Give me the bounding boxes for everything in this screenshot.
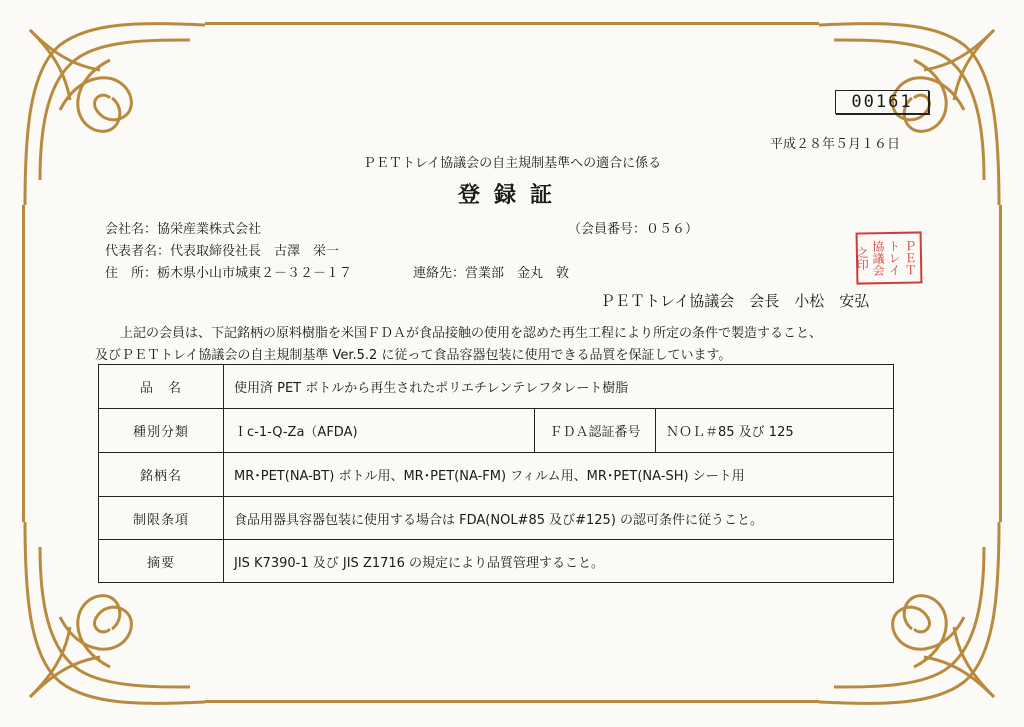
table-row-product — [99, 365, 894, 409]
brand-label: 銘柄名 — [99, 453, 224, 497]
table-row-category — [99, 409, 894, 453]
category-value: Ｉc-1-Q-Za（AFDA) — [224, 409, 535, 453]
certificate-table — [98, 364, 894, 583]
summary-value: JIS K7390-1 及び JIS Z1716 の規定により品質管理すること。 — [224, 540, 894, 583]
restriction-label: 制限条項 — [99, 497, 224, 540]
issue-date: 平成２８年５月１６日 — [770, 137, 901, 152]
border-left — [22, 205, 25, 522]
fda-number-value: ＮＯＬ＃85 及び 125 — [656, 409, 894, 453]
border-right — [999, 205, 1002, 522]
table-row-brand — [99, 453, 894, 497]
body-line-1: 上記の会員は、下記銘柄の原料樹脂を米国ＦＤＡが食品接触の使用を認めた再生工程により所定の条件で製造すること、 — [120, 326, 823, 341]
company-name: 会社名：協栄産業株式会社 — [105, 222, 262, 237]
product-name-label: 品 名 — [99, 365, 224, 409]
category-label: 種別分類 — [99, 409, 224, 453]
brand-value: MR･PET(NA-BT) ボトル用、MR･PET(NA-FM) フィルム用、MR･PET(NA-SH) シート用 — [224, 453, 894, 497]
member-number: （会員番号：０５６） — [568, 222, 699, 237]
address: 住 所：栃木県小山市城東２－３２－１７ — [105, 266, 353, 281]
table-row-summary — [99, 540, 894, 583]
red-seal-stamp: ＰＥＴトレイ協議会之印 — [856, 231, 923, 284]
restriction-value: 食品用器具容器包装に使用する場合は FDA(NOL#85 及び#125) の認可条件に従うこと。 — [224, 497, 894, 540]
issuer-signature: ＰＥＴトレイ協議会 会長 小松 安弘 — [600, 292, 870, 310]
summary-label: 摘要 — [99, 540, 224, 583]
product-name-value: 使用済 PET ボトルから再生されたポリエチレンテレフタレート樹脂 — [224, 365, 894, 409]
certificate-body — [95, 323, 823, 367]
representative: 代表者名：代表取締役社長 古澤 栄一 — [105, 244, 340, 259]
border-top — [205, 22, 819, 25]
body-line-2: 及びＰＥＴトレイ協議会の自主規制基準 Ver.5.2 に従って食品容器包装に使用できる品質を保証しています。 — [95, 348, 732, 363]
serial-number: 00161 — [835, 90, 929, 114]
table-row-restriction — [99, 497, 894, 540]
certificate-title: 登録証 — [457, 183, 566, 208]
certificate-subtitle: ＰＥＴトレイ協議会の自主規制基準への適合に係る — [362, 156, 662, 171]
contact: 連絡先：営業部 金丸 敦 — [413, 266, 570, 281]
fda-number-label: ＦＤＡ認証番号 — [535, 409, 656, 453]
border-bottom — [205, 700, 819, 703]
